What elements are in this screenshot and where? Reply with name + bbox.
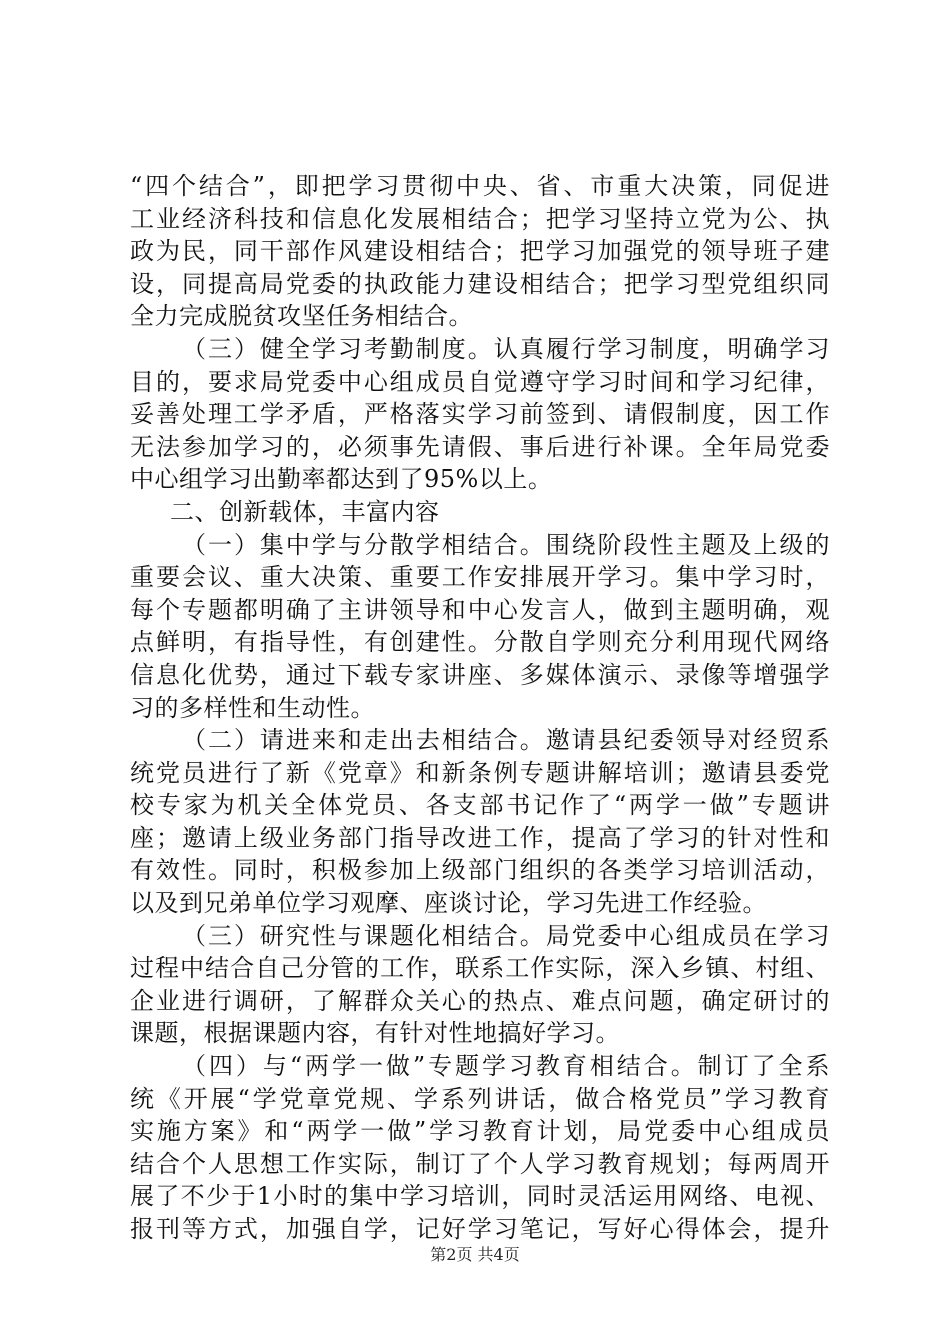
body-text-line: 校专家为机关全体党员、各支部书记作了“两学一做”专题讲 bbox=[130, 791, 830, 820]
body-text-line: 重要会议、重大决策、重要工作安排展开学习。集中学习时， bbox=[130, 563, 830, 592]
body-text-line: （三）健全学习考勤制度。认真履行学习制度，明确学习 bbox=[182, 334, 830, 363]
body-text-line: 以及到兄弟单位学习观摩、座谈讨论，学习先进工作经验。 bbox=[130, 889, 767, 918]
body-text-line: 每个专题都明确了主讲领导和中心发言人，做到主题明确，观 bbox=[130, 595, 830, 624]
body-text-line: 无法参加学习的，必须事先请假、事后进行补课。全年局党委 bbox=[130, 432, 830, 461]
body-text-line: 结合个人思想工作实际，制订了个人学习教育规划；每两周开 bbox=[130, 1149, 830, 1178]
body-text-line: “四个结合”，即把学习贯彻中央、省、市重大决策，同促进 bbox=[130, 172, 830, 200]
section-heading: 二、创新载体，丰富内容 bbox=[170, 497, 440, 526]
body-text-line: 妥善处理工学矛盾，严格落实学习前签到、请假制度，因工作 bbox=[130, 400, 830, 429]
body-text-line: 中心组学习出勤率都达到了95%以上。 bbox=[130, 465, 553, 494]
body-text-line: 有效性。同时，积极参加上级部门组织的各类学习培训活动， bbox=[130, 856, 830, 885]
body-text-line: 设，同提高局党委的执政能力建设相结合；把学习型党组织同 bbox=[130, 269, 830, 298]
body-text-line: 习的多样性和生动性。 bbox=[130, 693, 375, 722]
page-footer: 第2页 共4页 bbox=[430, 1245, 520, 1264]
body-text-line: （四）与“两学一做”专题学习教育相结合。制订了全系 bbox=[182, 1052, 830, 1081]
body-text-line: 过程中结合自己分管的工作，联系工作实际，深入乡镇、村组、 bbox=[130, 954, 830, 983]
body-text-line: （三）研究性与课题化相结合。局党委中心组成员在学习 bbox=[182, 921, 830, 950]
body-text-line: 政为民，同干部作风建设相结合；把学习加强党的领导班子建 bbox=[130, 237, 830, 266]
body-text-line: 实施方案》和“两学一做”学习教育计划，局党委中心组成员 bbox=[130, 1117, 830, 1146]
body-text-line: 统党员进行了新《党章》和新条例专题讲解培训；邀请县委党 bbox=[130, 758, 830, 787]
body-text-line: （二）请进来和走出去相结合。邀请县纪委领导对经贸系 bbox=[182, 726, 830, 755]
body-text-line: 统《开展“学党章党规、学系列讲话，做合格党员”学习教育 bbox=[130, 1084, 830, 1113]
body-text-line: 工业经济科技和信息化发展相结合；把学习坚持立党为公、执 bbox=[130, 204, 830, 233]
body-text-line: 点鲜明，有指导性，有创建性。分散自学则充分利用现代网络 bbox=[130, 628, 830, 657]
body-text-line: 课题，根据课题内容，有针对性地搞好学习。 bbox=[130, 1019, 620, 1048]
body-text-line: 全力完成脱贫攻坚任务相结合。 bbox=[130, 302, 473, 331]
document-body bbox=[130, 170, 830, 1246]
body-text-line: 目的，要求局党委中心组成员自觉遵守学习时间和学习纪律， bbox=[130, 367, 830, 396]
body-text-line: 报刊等方式，加强自学，记好学习笔记，写好心得体会，提升 bbox=[130, 1215, 830, 1243]
body-text-line: 座；邀请上级业务部门指导改进工作，提高了学习的针对性和 bbox=[130, 823, 830, 852]
body-text-line: 展了不少于1小时的集中学习培训，同时灵活运用网络、电视、 bbox=[130, 1182, 830, 1211]
body-text-line: （一）集中学与分散学相结合。围绕阶段性主题及上级的 bbox=[182, 530, 830, 559]
body-text-line: 信息化优势，通过下载专家讲座、多媒体演示、录像等增强学 bbox=[130, 660, 830, 689]
body-text-line: 企业进行调研，了解群众关心的热点、难点问题，确定研讨的 bbox=[130, 986, 830, 1015]
